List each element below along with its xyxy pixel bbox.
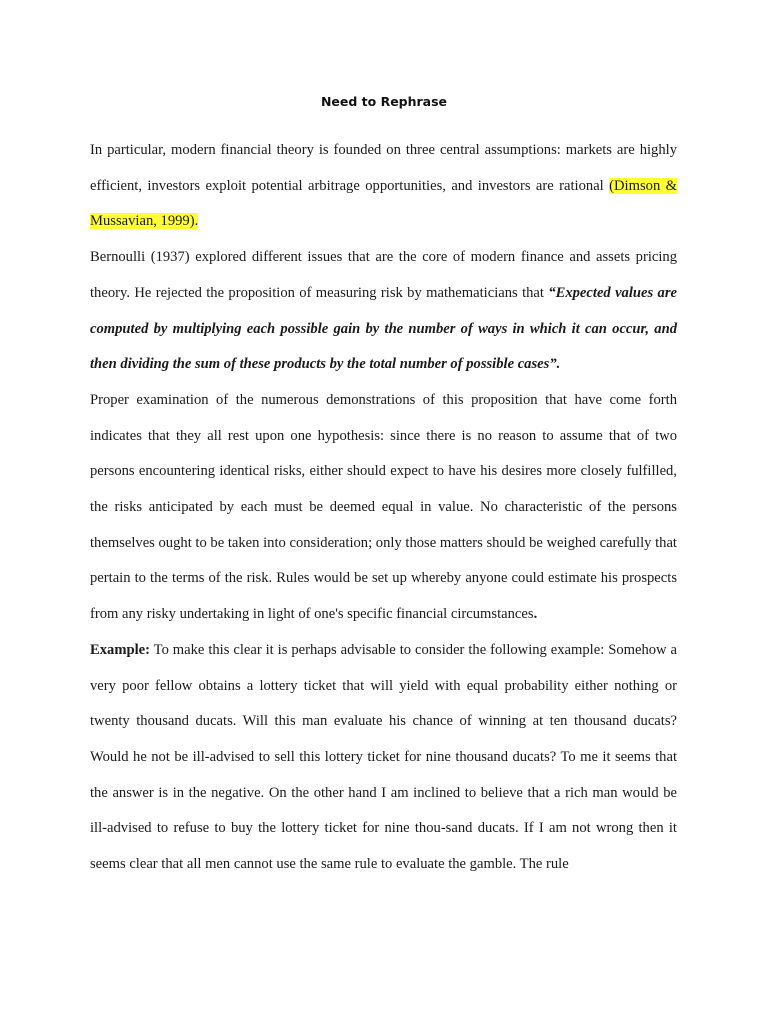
paragraph-text: Proper examination of the numerous demonstrations of this proposition that have come forth indicates that they all rest upon one hypothesis: since there is no reason to assume that of two persons encountering identical risks, either should expect to have his desires more closely fulfilled, the risks anticipated by each must be deemed equal in value. No characteristic of the persons themselves ought to be taken into consideration; only those matters should be weighed carefully that pertain to the terms of the risk. Rules would be set up whereby anyone could estimate his prospects from any risky undertaking in light of one's specific financial circumstances bbox=[90, 391, 677, 623]
paragraph-example bbox=[90, 633, 677, 883]
example-label: Example: bbox=[90, 641, 150, 658]
paragraph-text: To make this clear it is perhaps advisable to consider the following example: Somehow a very poor fellow obtains a lottery ticket that will yield with equal probability either nothing or twenty thousand ducats. Will this man evaluate his chance of winning at ten thousand ducats? Would he not be ill-advised to sell this lottery ticket for nine thousand ducats? To me it seems that the answer is in the negative. On the other hand I am inclined to believe that a rich man would be ill-advised to refuse to buy the lottery ticket for nine thou-sand ducats. If I am not wrong then it seems clear that all men cannot use the same rule to evaluate the gamble. The rule bbox=[90, 641, 677, 873]
page-title: Need to Rephrase bbox=[320, 94, 448, 109]
paragraph-text: Bernoulli (1937) explored different issues that are the core of modern finance and assets pricing theory. He rejected the proposition of measuring risk by mathematicians that bbox=[90, 249, 677, 301]
paragraph-bernoulli bbox=[90, 240, 677, 383]
document-body bbox=[90, 133, 677, 883]
paragraph-assumptions bbox=[90, 133, 677, 240]
paragraph-examination bbox=[90, 383, 677, 633]
highlighted-citation: (Dimson & Mussavian, 1999). bbox=[90, 177, 678, 230]
quoted-definition: “Expected values are computed by multiplying each possible gain by the number of ways in which it can occur, and then dividing the sum of these products by the total number of possible cases”. bbox=[90, 284, 677, 373]
paragraph-end-mark: . bbox=[533, 606, 538, 623]
paragraph-text: In particular, modern financial theory is founded on three central assumptions: markets are highly efficient, investors exploit potential arbitrage opportunities, and investors are rational bbox=[90, 142, 677, 194]
